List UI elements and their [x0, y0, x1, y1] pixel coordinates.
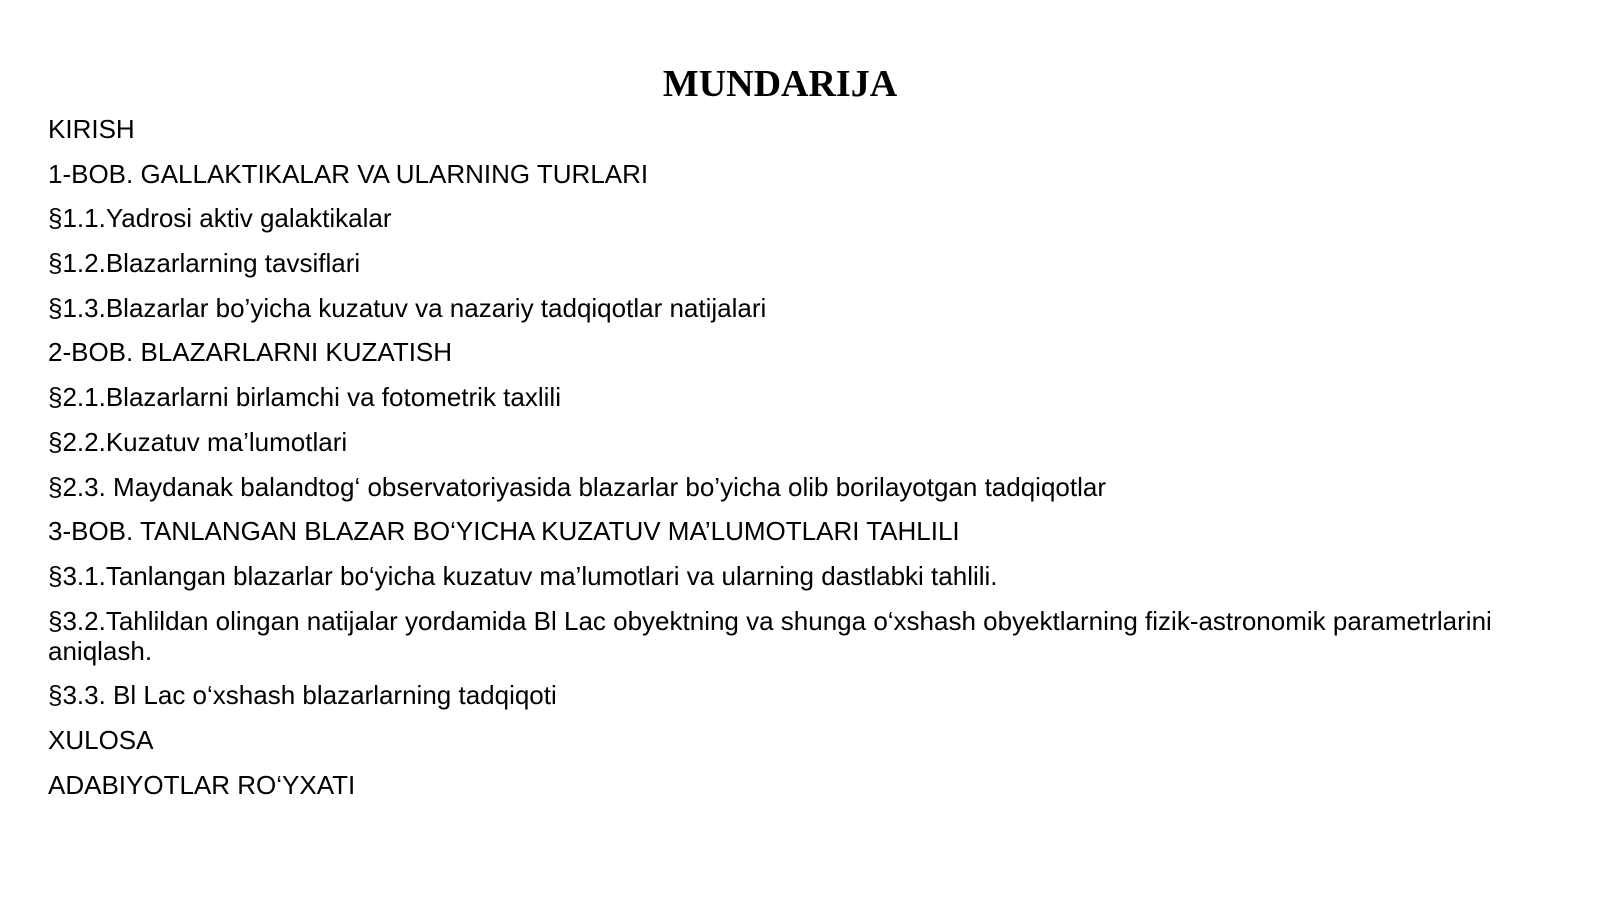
page-title: MUNDARIJA	[662, 63, 898, 105]
toc-entry-section-2-1: §2.1.Blazarlarni birlamchi va fotometrik taxlili	[48, 382, 561, 413]
toc-entry-section-1-1: §1.1.Yadrosi aktiv galaktikalar	[48, 203, 392, 234]
toc-entry-chapter-3: 3-BOB. TANLANGAN BLAZAR BO‘YICHA KUZATUV MA’LUMOTLARI TAHLILI	[48, 516, 960, 547]
toc-entry-section-1-3: §1.3.Blazarlar bo’yicha kuzatuv va nazariy tadqiqotlar natijalari	[48, 292, 767, 323]
toc-entry-chapter-1: 1-BOB. GALLAKTIKALAR VA ULARNING TURLARI	[48, 158, 649, 189]
toc-entry-section-3-2: §3.2.Tahlildan olingan natijalar yordamida Bl Lac obyektning va shunga o‘xshash obyektlarning fizik-astronomik parametrlarini aniqlash.	[48, 605, 1492, 666]
toc-entry-references: ADABIYOTLAR RO‘YXATI	[48, 769, 356, 800]
toc-entry-section-2-3: §2.3. Maydanak balandtog‘ observatoriyasida blazarlar bo’yicha olib borilayotgan tadqiqotlar	[48, 471, 1106, 502]
toc-entry-section-2-2: §2.2.Kuzatuv ma’lumotlari	[48, 426, 348, 457]
toc-entry-introduction: KIRISH	[48, 114, 135, 144]
toc-entry-chapter-2: 2-BOB. BLAZARLARNI KUZATISH	[48, 337, 453, 368]
table-of-contents	[48, 114, 1528, 814]
toc-entry-section-3-1: §3.1.Tanlangan blazarlar bo‘yicha kuzatuv ma’lumotlari va ularning dastlabki tahlili.	[48, 560, 998, 591]
toc-entry-conclusion: XULOSA	[48, 724, 154, 755]
toc-entry-section-3-3: §3.3. Bl Lac o‘xshash blazarlarning tadqiqoti	[48, 680, 557, 711]
toc-entry-section-1-2: §1.2.Blazarlarning tavsiflari	[48, 248, 361, 279]
